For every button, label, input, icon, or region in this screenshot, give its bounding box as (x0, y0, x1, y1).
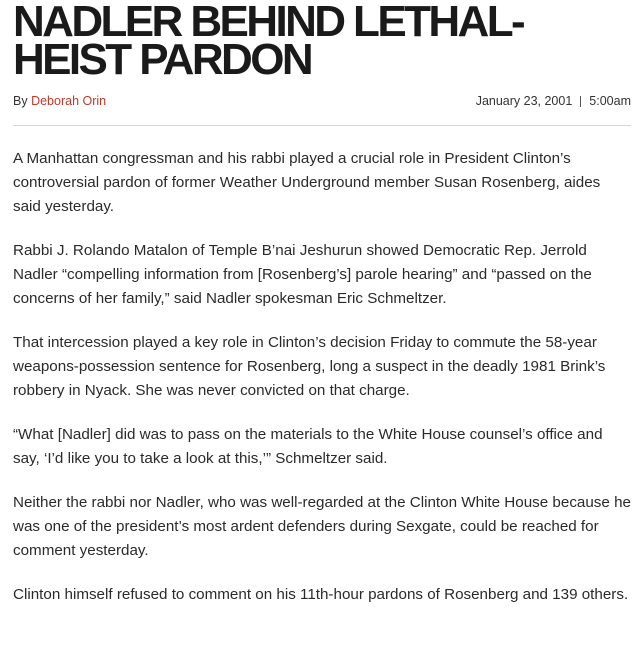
byline-prefix: By (13, 94, 28, 108)
author-link[interactable]: Deborah Orin (31, 94, 107, 108)
divider (13, 125, 631, 126)
date-separator (580, 96, 581, 107)
dateline (476, 94, 631, 108)
publish-date: January 23, 2001 (475, 94, 573, 108)
headline-line-2: HEIST PARDON (13, 35, 312, 84)
article-meta (13, 91, 631, 111)
paragraph: Neither the rabbi nor Nadler, who was well-regarded at the Clinton White House because he was one of the president’s most ardent defenders during Sexgate, could be reached for comment yesterday. (13, 494, 631, 559)
paragraph: “What [Nadler] did was to pass on the materials to the White House counsel’s office and say, ‘I’d like you to take a look at this,’” Schmeltzer said. (13, 426, 603, 467)
paragraph: Rabbi J. Rolando Matalon of Temple B’nai Jeshurun showed Democratic Rep. Jerrold Nadler “compelling information from [Rosenberg’s] parole hearing” and “passed on the concerns of her family,” said Nadler spokesman Eric Schmeltzer. (13, 242, 592, 307)
byline (13, 94, 106, 108)
paragraph: Clinton himself refused to comment on his 11th-hour pardons of Rosenberg and 139 others. (13, 586, 629, 603)
headline (13, 0, 631, 84)
article-body (13, 147, 631, 607)
publish-time: 5:00am (589, 94, 631, 108)
paragraph: A Manhattan congressman and his rabbi played a crucial role in President Clinton’s controversial pardon of former Weather Underground member Susan Rosenberg, aides said yesterday. (13, 150, 601, 215)
paragraph: That intercession played a key role in Clinton’s decision Friday to commute the 58-year weapons-possession sentence for Rosenberg, long a suspect in the deadly 1981 Brink’s robbery in Nyack. She was never convicted on that charge. (13, 334, 606, 399)
headline-line-1: NADLER BEHIND LETHAL- (13, 0, 524, 46)
